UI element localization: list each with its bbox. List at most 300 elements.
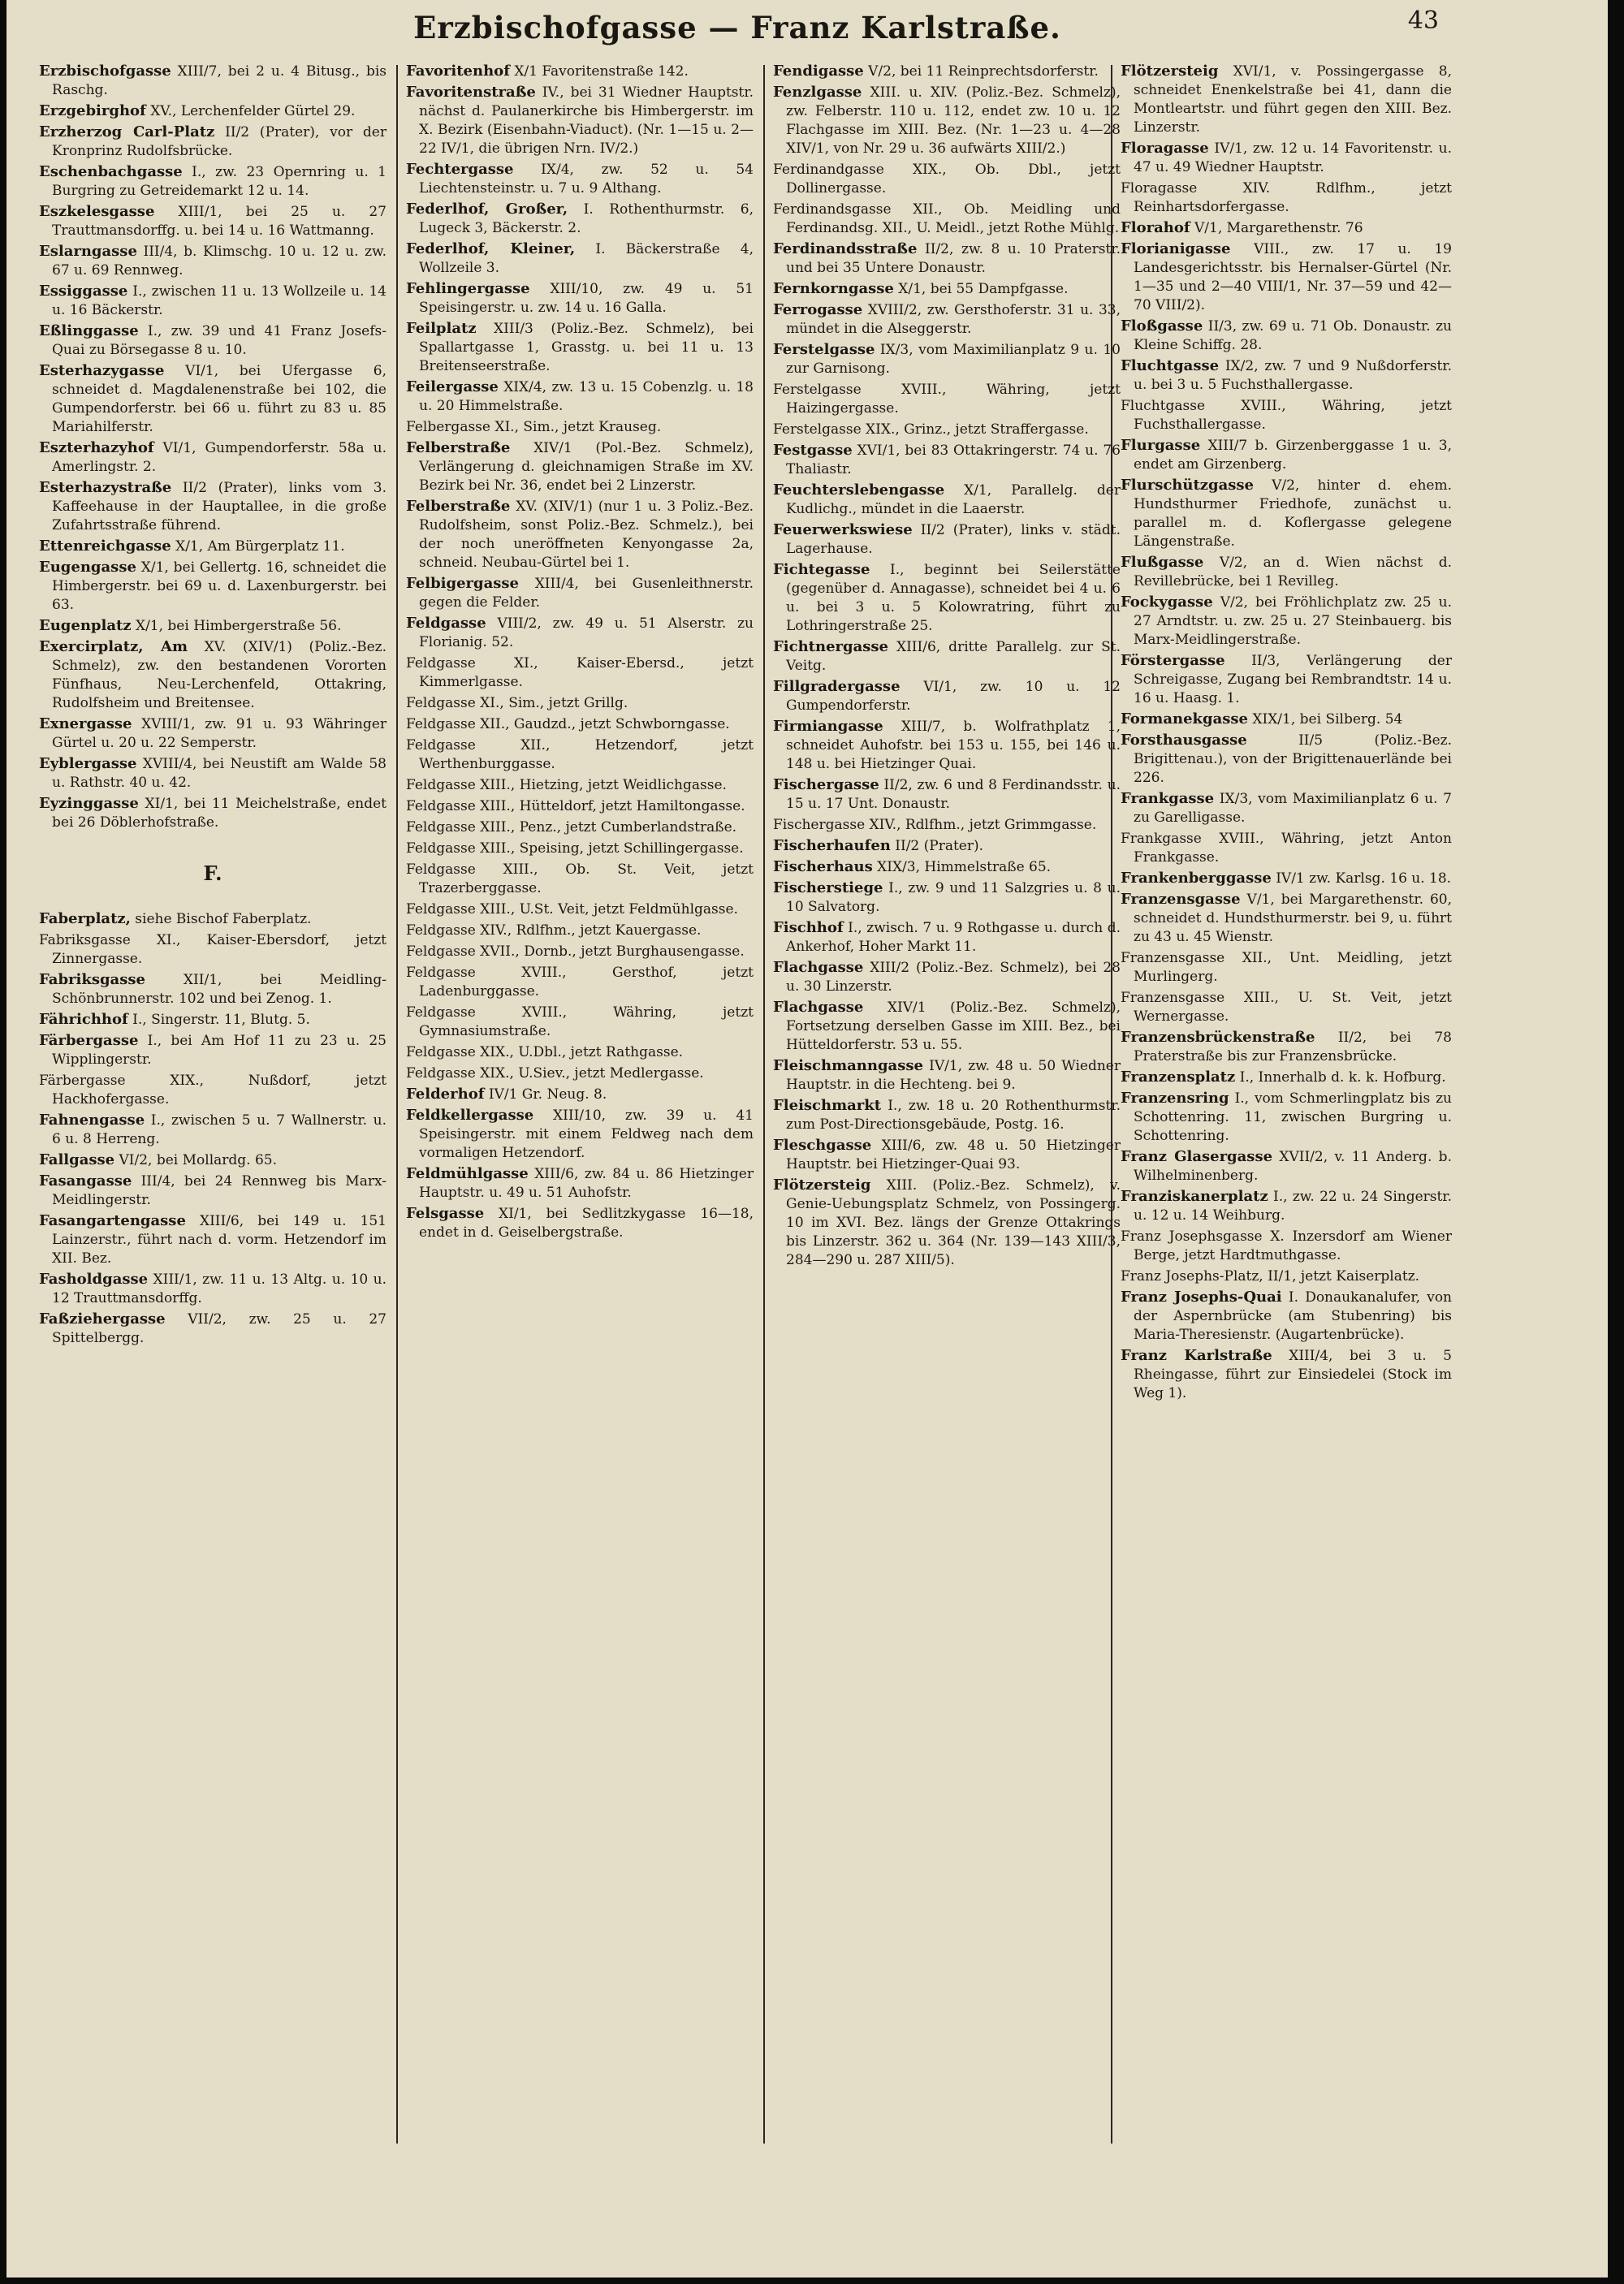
directory-entry	[1121, 1028, 1452, 1066]
directory-entry	[1121, 890, 1452, 947]
entry-headword: Ferstelgasse	[773, 341, 875, 358]
directory-entry	[39, 1151, 387, 1170]
entry-text: V/2, hinter d. ehem. Hundsthurmer Friedhofe, zunächst u. parallel m. d. Koflergasse gelegene Längenstraße.	[1134, 477, 1452, 550]
entry-text: Feldgasse XII., Hetzendorf, jetzt Werthenburggasse.	[406, 737, 754, 772]
page-number: 43	[1407, 6, 1439, 35]
entry-text: X/1, bei Gellertg. 16, schneidet die Himbergerstr. bei 69 u. d. Laxenburgerstr. bei 63.	[52, 559, 387, 613]
directory-entry	[1121, 1187, 1452, 1225]
entry-headword: Fallgasse	[39, 1151, 115, 1168]
directory-entry	[39, 930, 387, 969]
directory-entry	[39, 558, 387, 615]
directory-entry	[39, 537, 387, 556]
entry-text: Ferdinandsgasse XII., Ob. Meidling und Ferdinandsg. XII., U. Meidl., jetzt Rothe Mühlg.	[773, 201, 1121, 236]
entry-text: Feldgasse XI., Sim., jetzt Grillg.	[406, 695, 628, 711]
entry-text: XV., Lerchenfelder Gürtel 29.	[145, 103, 356, 119]
entry-headword: Frankgasse	[1121, 790, 1215, 807]
directory-entry	[773, 879, 1121, 917]
directory-entry	[406, 160, 754, 198]
directory-entry	[1121, 1267, 1452, 1286]
entry-text: II/2 (Prater).	[890, 838, 984, 854]
entry-text: I., Singerstr. 11, Blutg. 5.	[127, 1012, 310, 1028]
entry-headword: Felsgasse	[406, 1205, 485, 1222]
column-3	[773, 62, 1121, 2254]
directory-entry	[39, 242, 387, 280]
entry-text: X/1, Am Bürgerplatz 11.	[171, 538, 345, 555]
directory-entry	[39, 754, 387, 792]
entry-headword: Felderhof	[406, 1086, 485, 1103]
entry-headword: Eyzinggasse	[39, 795, 139, 812]
directory-entry	[39, 478, 387, 535]
entry-text: IV/1, zw. 12 u. 14 Favoritenstr. u. 47 u. 49 Wiedner Hauptstr.	[1134, 140, 1452, 175]
directory-entry	[406, 1204, 754, 1242]
directory-entry	[406, 921, 754, 940]
entry-text: Franzensgasse XIII., U. St. Veit, jetzt Wernergasse.	[1121, 990, 1452, 1025]
entry-headword: Forsthausgasse	[1121, 732, 1247, 749]
entry-text: I. Rothenthurmstr. 6, Lugeck 3, Bäckerstr. 2.	[419, 201, 754, 236]
entry-headword: Fockygasse	[1121, 594, 1213, 611]
directory-entry	[773, 998, 1121, 1055]
directory-entry	[39, 438, 387, 477]
entry-text: Franzensgasse XII., Unt. Meidling, jetzt Murlingerg.	[1121, 950, 1452, 985]
directory-columns	[39, 62, 1452, 2254]
directory-entry	[773, 1096, 1121, 1134]
entry-headword: Erzbischofgasse	[39, 63, 171, 80]
directory-entry	[39, 1071, 387, 1109]
entry-text: XIX/3, Himmelstraße 65.	[872, 859, 1052, 875]
directory-entry	[1121, 553, 1452, 591]
entry-text: IV/1 Gr. Neug. 8.	[484, 1086, 607, 1103]
directory-entry	[39, 1270, 387, 1308]
entry-headword: Fleschgasse	[773, 1137, 872, 1154]
entry-text: Franz Josephs-Platz, II/1, jetzt Kaiserplatz.	[1121, 1268, 1420, 1284]
directory-entry	[1121, 651, 1452, 708]
entry-text: II/2 (Prater), links vom 3. Kaffeehause in der Hauptallee, in die große Zufahrtsstraße führend.	[52, 480, 387, 533]
entry-headword: Fahnengasse	[39, 1112, 145, 1129]
entry-headword: Formanekgasse	[1121, 710, 1248, 728]
directory-entry	[773, 441, 1121, 479]
entry-text: Feldgasse XIV., Rdlfhm., jetzt Kauergasse.	[406, 922, 702, 939]
running-title: Erzbischofgasse — Franz Karlstraße.	[413, 10, 1061, 45]
entry-text: IX/2, zw. 7 und 9 Nußdorferstr. u. bei 3 u. 5 Fuchsthallergasse.	[1134, 358, 1452, 393]
entry-headword: Feilergasse	[406, 378, 499, 395]
directory-entry	[1121, 476, 1452, 551]
entry-headword: Exnergasse	[39, 715, 132, 732]
directory-entry	[1121, 1227, 1452, 1265]
entry-text: Feldgasse XII., Gaudzd., jetzt Schwborngasse.	[406, 716, 730, 732]
entry-headword: Fehlingergasse	[406, 280, 530, 297]
directory-entry	[406, 574, 754, 612]
entry-text: II/2, bei 78 Praterstraße bis zur Franzensbrücke.	[1134, 1030, 1452, 1064]
directory-entry	[39, 162, 387, 201]
entry-headword: Färbergasse	[39, 1032, 139, 1049]
directory-entry	[406, 775, 754, 795]
directory-entry	[406, 279, 754, 317]
directory-entry	[773, 958, 1121, 996]
entry-text: VIII., zw. 17 u. 19 Landesgerichtsstr. bis Hernalser-Gürtel (Nr. 1—35 und 2—40 VIII/1, Nr. 37—59 und 42—70 VIII/2).	[1134, 241, 1452, 313]
entry-headword: Esterhazygasse	[39, 362, 165, 379]
entry-text: XIII/7 b. Girzenberggasse 1 u. 3, endet am Girzenberg.	[1134, 438, 1452, 473]
entry-text: XIII/7, bei 2 u. 4 Bitusg., bis Raschg.	[52, 63, 387, 98]
entry-headword: Fleischmarkt	[773, 1097, 882, 1114]
directory-entry	[773, 279, 1121, 299]
entry-text: Feldgasse XIII., Speising, jetzt Schillingergasse.	[406, 840, 744, 857]
entry-headword: Feilplatz	[406, 320, 477, 337]
entry-headword: Felberstraße	[406, 498, 511, 515]
entry-text: II/2 (Prater), links v. städt. Lagerhause.	[786, 522, 1121, 557]
entry-headword: Fischerstiege	[773, 879, 883, 896]
directory-entry	[406, 200, 754, 238]
directory-entry	[406, 62, 754, 81]
entry-text: I., zwisch. 7 u. 9 Rothgasse u. durch d. Ankerhof, Hoher Markt 11.	[786, 920, 1121, 955]
entry-headword: Eugenplatz	[39, 617, 132, 634]
directory-entry	[773, 637, 1121, 676]
entry-text: VI/1, zw. 10 u. 12 Gumpendorferstr.	[786, 679, 1121, 714]
entry-headword: Fernkorngasse	[773, 280, 894, 297]
directory-entry	[39, 101, 387, 121]
entry-headword: Fichtegasse	[773, 561, 870, 578]
entry-text: II/3, zw. 69 u. 71 Ob. Donaustr. zu Kleine Schiffg. 28.	[1134, 318, 1452, 353]
entry-headword: Florianigasse	[1121, 240, 1231, 257]
entry-text: I., Innerhalb d. k. k. Hofburg.	[1235, 1069, 1446, 1086]
entry-text: XIII/6, bei 149 u. 151 Lainzerstr., führt nach d. vorm. Hetzendorf im XII. Bez.	[52, 1213, 387, 1267]
entry-text: II/5 (Poliz.-Bez. Brigittenau.), von der Brigittenauerlände bei 226.	[1134, 732, 1452, 786]
entry-headword: Fichtnergasse	[773, 638, 888, 655]
directory-entry	[39, 361, 387, 437]
column-divider	[396, 65, 398, 2144]
entry-text: XI/1, bei 11 Meichelstraße, endet bei 26 Döblerhofstraße.	[52, 796, 387, 831]
directory-entry	[406, 963, 754, 1001]
entry-headword: Frankenberggasse	[1121, 870, 1272, 887]
entry-text: XIII. (Poliz.-Bez. Schmelz), v. Genie-Uebungsplatz Schmelz, von Possingerg. 10 im XVI. Bez. längs der Grenze Ottakrings bis Linzerstr. 362 u. 364 (Nr. 139—143 XIII/3, 284—290 u. 287 XIII/5).	[786, 1177, 1121, 1268]
entry-headword: Fischerhaus	[773, 858, 873, 875]
directory-entry	[39, 637, 387, 713]
directory-entry	[39, 1310, 387, 1348]
entry-text: Feldgasse XIX., U.Siev., jetzt Medlergasse.	[406, 1065, 704, 1082]
directory-entry	[773, 560, 1121, 636]
entry-headword: Fasholdgasse	[39, 1271, 149, 1288]
directory-entry	[773, 677, 1121, 715]
entry-text: I., zw. 22 u. 24 Singerstr. u. 12 u. 14 Weihburg.	[1134, 1189, 1452, 1224]
entry-text: XIII/6, zw. 84 u. 86 Hietzinger Hauptstr. u. 49 u. 51 Auhofstr.	[419, 1166, 754, 1201]
directory-entry	[39, 970, 387, 1008]
directory-entry	[39, 794, 387, 832]
directory-entry	[1121, 62, 1452, 137]
entry-text: XI/1, bei Sedlitzkygasse 16—18, endet in d. Geiselbergstraße.	[419, 1206, 754, 1241]
directory-entry	[406, 797, 754, 816]
entry-text: V/2, bei Fröhlichplatz zw. 25 u. 27 Arndtstr. u. zw. 25 u. 27 Steinbauerg. bis Marx-Meidlingerstraße.	[1134, 594, 1452, 648]
directory-entry	[773, 83, 1121, 158]
directory-entry	[406, 900, 754, 919]
directory-entry	[773, 160, 1121, 198]
column-divider	[763, 65, 765, 2144]
directory-entry	[773, 520, 1121, 559]
directory-entry	[1121, 593, 1452, 650]
page-header	[6, 6, 1608, 58]
entry-text: Fabriksgasse XI., Kaiser-Ebersdorf, jetzt Zinnergasse.	[39, 932, 387, 967]
entry-headword: Flußgasse	[1121, 554, 1204, 571]
entry-text: II/3, Verlängerung der Schreigasse, Zugang bei Rembrandtstr. 14 u. 16 u. Haasg. 1.	[1134, 653, 1452, 706]
directory-entry	[39, 1211, 387, 1268]
entry-headword: Eugengasse	[39, 559, 136, 576]
directory-entry	[1121, 1346, 1452, 1403]
entry-text: siehe Bischof Faberplatz.	[130, 911, 312, 927]
section-letter-heading: F.	[203, 861, 222, 885]
entry-headword: Fasangartengasse	[39, 1212, 186, 1229]
entry-headword: Franzensplatz	[1121, 1069, 1236, 1086]
entry-headword: Flurschützgasse	[1121, 477, 1254, 494]
entry-text: Ferstelgasse XVIII., Währing, jetzt Haizingergasse.	[773, 382, 1121, 417]
entry-headword: Fabriksgasse	[39, 971, 145, 988]
entry-text: IV/1, zw. 48 u. 50 Wiedner Hauptstr. in die Hechteng. bei 9.	[786, 1058, 1121, 1093]
directory-entry	[773, 1176, 1121, 1270]
entry-text: Ferdinandgasse XIX., Ob. Dbl., jetzt Dollinergasse.	[773, 162, 1121, 196]
entry-text: XVII/2, v. 11 Anderg. b. Wilhelminenberg.	[1134, 1149, 1452, 1184]
entry-headword: Feldgasse	[406, 615, 486, 632]
directory-entry	[39, 1172, 387, 1210]
directory-entry	[1121, 869, 1452, 888]
directory-entry	[1121, 218, 1452, 238]
entry-text: II/2, zw. 6 und 8 Ferdinandsstr. u. 15 u. 17 Unt. Donaustr.	[786, 777, 1121, 812]
entry-text: VI/1, bei Ufergasse 6, schneidet d. Magdalenenstraße bei 102, die Gumpendorferstr. bei 66 u. führt zu 83 u. 85 Mariahilferstr.	[52, 363, 387, 435]
entry-text: Franz Josephsgasse X. Inzersdorf am Wiener Berge, jetzt Hardtmuthgasse.	[1121, 1228, 1452, 1263]
entry-headword: Fendigasse	[773, 63, 864, 80]
entry-headword: Eszkelesgasse	[39, 203, 155, 220]
directory-entry	[773, 918, 1121, 956]
entry-text: Felbergasse XI., Sim., jetzt Krauseg.	[406, 419, 662, 435]
entry-headword: Franziskanerplatz	[1121, 1188, 1268, 1205]
directory-entry	[773, 380, 1121, 418]
entry-headword: Faberplatz,	[39, 910, 131, 927]
directory-entry	[1121, 356, 1452, 395]
entry-text: Feldgasse XI., Kaiser-Ebersd., jetzt Kimmerlgasse.	[406, 655, 754, 690]
entry-text: XIV/1 (Poliz.-Bez. Schmelz), Fortsetzung derselben Gasse im XIII. Bez., bei Hütteldorferstr. 53 u. 55.	[786, 1000, 1121, 1053]
entry-text: I., vom Schmerlingplatz bis zu Schottenring. 11, zwischen Burgring u. Schottenring.	[1134, 1090, 1452, 1144]
column-1	[39, 62, 387, 2254]
directory-entry	[406, 438, 754, 495]
entry-text: V/2, an d. Wien nächst d. Revillebrücke, bei 1 Revilleg.	[1134, 555, 1452, 589]
entry-text: XIV/1 (Pol.-Bez. Schmelz), Verlängerung d. gleichnamigen Straße im XV. Bezirk bei Nr. 36, endet bei 2 Linzerstr.	[419, 440, 754, 494]
entry-text: IX/3, vom Maximilianplatz 6 u. 7 zu Garelligasse.	[1134, 791, 1452, 826]
entry-text: XIII/1, zw. 11 u. 13 Altg. u. 10 u. 12 Trauttmansdorffg.	[52, 1272, 387, 1306]
directory-entry	[773, 857, 1121, 877]
entry-headword: Floßgasse	[1121, 317, 1203, 335]
entry-headword: Ferdinandsstraße	[773, 240, 918, 257]
entry-text: XIX/4, zw. 13 u. 15 Cobenzlg. u. 18 u. 20 Himmelstraße.	[419, 379, 754, 414]
entry-text: Feldgasse XVIII., Währing, jetzt Gymnasiumstraße.	[406, 1004, 754, 1039]
directory-entry	[1121, 1068, 1452, 1087]
directory-entry	[773, 815, 1121, 835]
column-4	[1121, 62, 1452, 2254]
entry-headword: Felberstraße	[406, 439, 511, 456]
entry-headword: Franzensring	[1121, 1090, 1229, 1107]
directory-entry	[39, 282, 387, 320]
directory-entry	[406, 83, 754, 158]
book-page	[6, 0, 1608, 2278]
entry-text: XV. (XIV/1) (Poliz.-Bez. Schmelz), zw. den bestandenen Vororten Fünfhaus, Neu-Lerchenfeld, Ottakring, Rudolfsheim und Breitensee.	[52, 639, 387, 711]
entry-text: V/2, bei 11 Reinprechtsdorferstr.	[863, 63, 1099, 80]
directory-entry	[39, 909, 387, 929]
entry-text: VI/2, bei Mollardg. 65.	[114, 1152, 278, 1168]
entry-headword: Firmiangasse	[773, 718, 883, 735]
entry-headword: Exercirplatz, Am	[39, 638, 188, 655]
entry-text: XIII/7, b. Wolfrathplatz 1, schneidet Auhofstr. bei 153 u. 155, bei 146 u. 148 u. bei Hietzinger Quai.	[786, 719, 1121, 772]
directory-entry	[773, 1136, 1121, 1174]
directory-entry	[39, 322, 387, 360]
entry-headword: Favoritenstraße	[406, 84, 536, 101]
entry-headword: Fleischmanngasse	[773, 1057, 923, 1074]
entry-text: X/1, bei Himbergerstraße 56.	[131, 618, 342, 634]
entry-text: III/4, b. Klimschg. 10 u. 12 u. zw. 67 u. 69 Rennweg.	[52, 244, 387, 278]
entry-text: Frankgasse XVIII., Währing, jetzt Anton Frankgasse.	[1121, 831, 1452, 866]
entry-text: Färbergasse XIX., Nußdorf, jetzt Hackhofergasse.	[39, 1073, 387, 1107]
directory-entry	[39, 616, 387, 636]
entry-headword: Feldkellergasse	[406, 1107, 534, 1124]
entry-headword: Federlhof, Kleiner,	[406, 240, 576, 257]
entry-headword: Flurgasse	[1121, 437, 1201, 454]
directory-entry	[406, 1003, 754, 1041]
entry-text: Feldgasse XIII., Hietzing, jetzt Weidlichgasse.	[406, 777, 727, 793]
entry-headword: Eyblergasse	[39, 755, 137, 772]
directory-entry	[773, 775, 1121, 814]
entry-text: II/2 (Prater), vor der Kronprinz Rudolfsbrücke.	[52, 124, 387, 159]
entry-headword: Fischerhaufen	[773, 837, 891, 854]
entry-text: XIII/6, dritte Parallelg. zur St. Veitg.	[786, 639, 1121, 674]
entry-headword: Feuchterslebengasse	[773, 481, 945, 499]
entry-text: Feldgasse XVII., Dornb., jetzt Burghausengasse.	[406, 943, 745, 960]
directory-entry	[1121, 789, 1452, 827]
entry-headword: Feldmühlgasse	[406, 1165, 529, 1182]
directory-entry	[773, 62, 1121, 81]
entry-headword: Flötzersteig	[1121, 63, 1219, 80]
directory-entry	[773, 1056, 1121, 1095]
directory-entry	[1121, 396, 1452, 434]
directory-entry	[406, 240, 754, 278]
entry-headword: Fluchtgasse	[1121, 357, 1220, 374]
entry-headword: Fasangasse	[39, 1172, 132, 1189]
entry-headword: Esterhazystraße	[39, 479, 172, 496]
entry-text: XIII/2 (Poliz.-Bez. Schmelz), bei 28 u. 30 Linzerstr.	[786, 960, 1121, 995]
directory-entry	[773, 200, 1121, 238]
entry-text: I. Bäckerstraße 4, Wollzeile 3.	[419, 241, 754, 276]
entry-text: I., beginnt bei Seilerstätte (gegenüber d. Annagasse), schneidet bei 4 u. 6 u. bei 3 u. 5 Kolowratring, führt zu Lothringerstraße 25.	[786, 562, 1121, 634]
entry-text: Floragasse XIV. Rdlfhm., jetzt Reinhartsdorfergasse.	[1121, 180, 1452, 215]
entry-text: XIII/4, bei Gusenleithnerstr. gegen die Felder.	[419, 576, 754, 611]
entry-text: I. Donaukanalufer, von der Aspernbrücke (am Stubenring) bis Maria-Theresienstr. (Augartenbrücke).	[1134, 1289, 1452, 1343]
directory-entry	[773, 481, 1121, 519]
directory-entry	[406, 942, 754, 961]
entry-text: Feldgasse XIX., U.Dbl., jetzt Rathgasse.	[406, 1044, 684, 1060]
entry-text: XIX/1, bei Silberg. 54	[1247, 711, 1403, 728]
entry-headword: Eßlinggasse	[39, 322, 139, 339]
entry-text: Fischergasse XIV., Rdlfhm., jetzt Grimmgasse.	[773, 817, 1097, 833]
entry-headword: Fischhof	[773, 919, 844, 936]
entry-text: XVIII/2, zw. Gersthoferstr. 31 u. 33, mündet in die Alseggerstr.	[786, 302, 1121, 337]
entry-headword: Franz Karlstraße	[1121, 1347, 1272, 1364]
entry-text: Ferstelgasse XIX., Grinz., jetzt Straffergasse.	[773, 421, 1089, 438]
directory-entry	[1121, 436, 1452, 474]
entry-text: VI/1, Gumpendorferstr. 58a u. Amerlingstr. 2.	[52, 440, 387, 475]
entry-text: I., zw. 23 Opernring u. 1 Burgring zu Getreidemarkt 12 u. 14.	[52, 164, 387, 199]
directory-entry	[406, 497, 754, 572]
entry-text: X/1, Parallelg. der Kudlichg., mündet in die Laaerstr.	[786, 482, 1121, 517]
directory-entry	[406, 378, 754, 416]
entry-headword: Ferrogasse	[773, 301, 863, 318]
entry-text: XIII/10, zw. 49 u. 51 Speisingerstr. u. zw. 14 u. 16 Galla.	[419, 281, 754, 316]
directory-entry	[1121, 948, 1452, 987]
entry-text: Feldgasse XIII., U.St. Veit, jetzt Feldmühlgasse.	[406, 901, 738, 917]
entry-text: VII/2, zw. 25 u. 27 Spittelbergg.	[52, 1311, 387, 1346]
entry-headword: Franz Josephs-Quai	[1121, 1289, 1282, 1306]
entry-text: X/1 Favoritenstraße 142.	[509, 63, 689, 80]
directory-entry	[406, 319, 754, 376]
entry-headword: Favoritenhof	[406, 63, 510, 80]
entry-headword: Federlhof, Großer,	[406, 201, 568, 218]
entry-headword: Ettenreichgasse	[39, 538, 171, 555]
entry-text: I., zw. 9 und 11 Salzgries u. 8 u. 10 Salvatorg.	[786, 880, 1121, 915]
entry-headword: Eszterhazyhof	[39, 439, 154, 456]
directory-entry	[406, 860, 754, 898]
entry-headword: Erzgebirghof	[39, 102, 146, 119]
directory-entry	[406, 736, 754, 774]
directory-entry	[39, 1031, 387, 1069]
entry-headword: Florahof	[1121, 219, 1190, 236]
directory-entry	[406, 614, 754, 652]
directory-entry	[406, 1164, 754, 1202]
entry-text: XIII/10, zw. 39 u. 41 Speisingerstr. mit einem Feldweg nach dem vormaligen Hetzendorf.	[419, 1107, 754, 1161]
entry-text: Feldgasse XVIII., Gersthof, jetzt Ladenburggasse.	[406, 965, 754, 1000]
directory-entry	[406, 715, 754, 734]
entry-headword: Fenzlgasse	[773, 84, 862, 101]
entry-text: XIII. u. XIV. (Poliz.-Bez. Schmelz), zw. Felberstr. 110 u. 112, endet zw. 10 u. 12 Flachgasse im XIII. Bez. (Nr. 1—23 u. 4—28 XIV/1, von Nr. 29 u. 36 aufwärts XIII/2.)	[786, 84, 1121, 157]
entry-headword: Eschenbachgasse	[39, 163, 183, 180]
directory-entry	[39, 62, 387, 100]
entry-headword: Festgasse	[773, 442, 853, 459]
entry-text: XIII/3 (Poliz.-Bez. Schmelz), bei Spallartgasse 1, Grasstg. u. bei 11 u. 13 Breitenseerstraße.	[419, 321, 754, 374]
directory-entry	[406, 417, 754, 437]
entry-text: Feldgasse XIII., Ob. St. Veit, jetzt Trazerberggasse.	[406, 861, 754, 896]
directory-entry	[1121, 1288, 1452, 1345]
entry-text: III/4, bei 24 Rennweg bis Marx-Meidlingerstr.	[52, 1173, 387, 1208]
directory-entry	[1121, 988, 1452, 1026]
directory-entry	[773, 717, 1121, 774]
entry-headword: Förstergasse	[1121, 652, 1225, 669]
entry-text: X/1, bei 55 Dampfgasse.	[893, 281, 1069, 297]
directory-entry	[1121, 1147, 1452, 1185]
entry-text: Fluchtgasse XVIII., Währing, jetzt Fuchsthallergasse.	[1121, 398, 1452, 433]
entry-text: XV. (XIV/1) (nur 1 u. 3 Poliz.-Bez. Rudolfsheim, sonst Poliz.-Bez. Schmelz.), bei der noch uneröffneten Kenyongasse 2a, schneid. Neubau-Gürtel bei 1.	[419, 499, 754, 571]
entry-text: XIII/4, bei 3 u. 5 Rheingasse, führt zur Einsiedelei (Stock im Weg 1).	[1134, 1348, 1452, 1401]
directory-entry	[406, 1085, 754, 1104]
entry-headword: Felbigergasse	[406, 575, 519, 592]
entry-text: I., zw. 39 und 41 Franz Josefs-Quai zu Börsegasse 8 u. 10.	[52, 323, 387, 358]
entry-text: XVIII/1, zw. 91 u. 93 Währinger Gürtel u. 20 u. 22 Semperstr.	[52, 716, 387, 751]
directory-entry	[406, 693, 754, 713]
entry-text: IX/4, zw. 52 u. 54 Liechtensteinstr. u. 7 u. 9 Althang.	[419, 162, 754, 196]
directory-entry	[406, 1064, 754, 1083]
entry-text: I., bei Am Hof 11 zu 23 u. 25 Wipplingerstr.	[52, 1033, 387, 1068]
directory-entry	[1121, 710, 1452, 729]
directory-entry	[39, 715, 387, 753]
directory-entry	[406, 818, 754, 837]
entry-headword: Fährichhof	[39, 1011, 128, 1028]
entry-headword: Flachgasse	[773, 959, 864, 976]
directory-entry	[39, 202, 387, 240]
directory-entry	[1121, 179, 1452, 217]
entry-text: VIII/2, zw. 49 u. 51 Alserstr. zu Florianig. 52.	[419, 615, 754, 650]
directory-entry	[773, 240, 1121, 278]
entry-text: I., zwischen 5 u. 7 Wallnerstr. u. 6 u. 8 Herreng.	[52, 1112, 387, 1147]
entry-text: XVI/1, bei 83 Ottakringerstr. 74 u. 76 Thaliastr.	[786, 443, 1121, 477]
